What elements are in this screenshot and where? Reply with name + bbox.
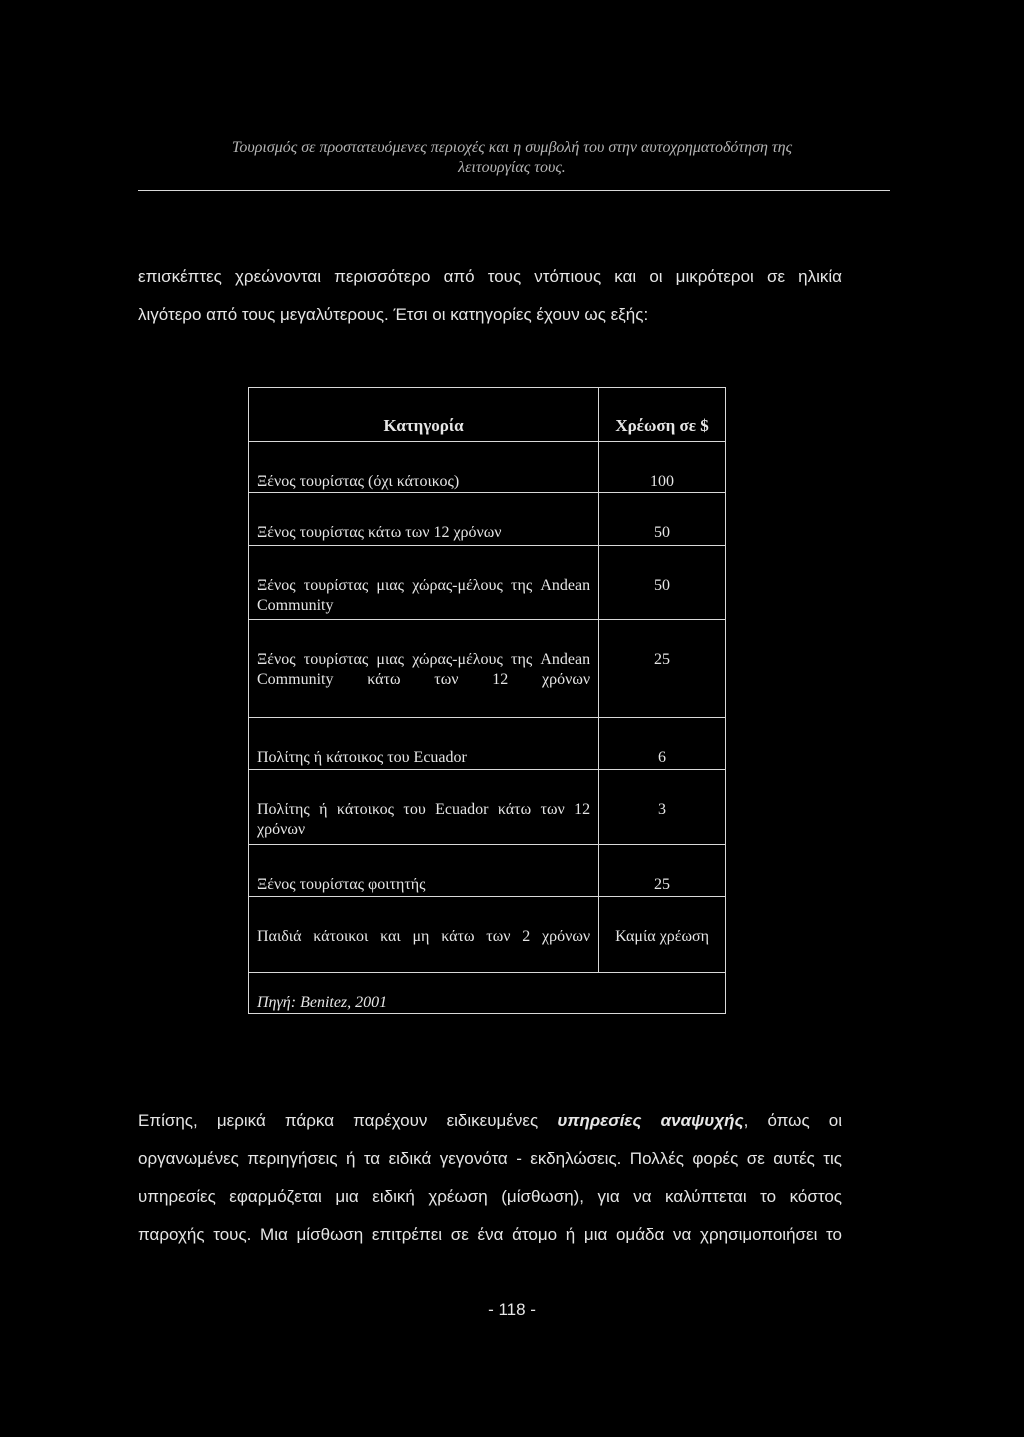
table-row <box>249 493 726 546</box>
fee-table-header-row <box>249 388 726 442</box>
table-cell-charge: 50 <box>599 546 726 620</box>
table-cell-category: Πολίτης ή κάτοικος του Ecuador κάτω των 12 χρόνων <box>249 770 599 845</box>
table-cell-category: Ξένος τουρίστας (όχι κάτοικος) <box>249 442 599 493</box>
body-line-2: οργανωμένες περιηγήσεις ή τα ειδικά γεγονότα - εκδηλώσεις. Πολλές φορές σε αυτές τις <box>138 1149 842 1168</box>
table-cell-category: Ξένος τουρίστας φοιτητής <box>249 845 599 897</box>
table-row <box>249 620 726 718</box>
emphasis-recreation-services: υπηρεσίες αναψυχής <box>557 1111 744 1130</box>
table-row <box>249 718 726 770</box>
page-number: - 118 - <box>488 1300 536 1319</box>
table-row <box>249 845 726 897</box>
column-header-category: Κατηγορία <box>249 388 599 442</box>
header-divider <box>138 190 890 191</box>
body-line-1-end: , όπως οι <box>743 1111 842 1130</box>
body-line-4: παροχής τους. Μια μίσθωση επιτρέπει σε ένα άτομο ή μια ομάδα να χρησιμοποιήσει το <box>138 1225 842 1244</box>
table-row <box>249 770 726 845</box>
body-line-1-start: Επίσης, μερικά πάρκα παρέχουν ειδικευμένες <box>138 1111 539 1130</box>
table-cell-category: Παιδιά κάτοικοι και μη κάτω των 2 χρόνων <box>249 897 599 973</box>
column-header-charge: Χρέωση σε $ <box>599 388 726 442</box>
table-cell-charge: Καμία χρέωση <box>599 897 726 973</box>
running-header-line-2: λειτουργίας τους. <box>458 159 566 176</box>
fee-table <box>248 387 726 1014</box>
table-source-cell <box>249 973 726 1014</box>
table-source: Πηγή: Benitez, 2001 <box>257 994 388 1011</box>
table-cell-charge: 25 <box>599 620 726 718</box>
table-cell-charge: 3 <box>599 770 726 845</box>
intro-paragraph <box>138 258 842 334</box>
table-row <box>249 897 726 973</box>
body-line-3: υπηρεσίες εφαρμόζεται μια ειδική χρέωση (μίσθωση), για να καλύπτεται το κόστος <box>138 1187 842 1206</box>
table-cell-category: Ξένος τουρίστας κάτω των 12 χρόνων <box>249 493 599 546</box>
table-cell-category: Πολίτης ή κάτοικος του Ecuador <box>249 718 599 770</box>
running-header-line-1: Τουρισμός σε προστατευόμενες περιοχές και η συμβολή του στην αυτοχρηματοδότηση της <box>231 139 793 156</box>
intro-line-1: επισκέπτες χρεώνονται περισσότερο από τους ντόπιους και οι μικρότεροι σε ηλικία <box>138 267 842 286</box>
table-cell-charge: 50 <box>599 493 726 546</box>
table-cell-charge: 100 <box>599 442 726 493</box>
intro-line-2: λιγότερο από τους μεγαλύτερους. Έτσι οι κατηγορίες έχουν ως εξής: <box>138 305 649 324</box>
table-source-row <box>249 973 726 1014</box>
table-row <box>249 442 726 493</box>
table-cell-charge: 25 <box>599 845 726 897</box>
running-header <box>130 138 894 178</box>
body-line-1 <box>138 1102 842 1140</box>
table-row <box>249 546 726 620</box>
table-cell-charge: 6 <box>599 718 726 770</box>
body-paragraph <box>138 1102 842 1254</box>
table-cell-category: Ξένος τουρίστας μιας χώρας-μέλους της Andean Community <box>249 546 599 620</box>
table-cell-category: Ξένος τουρίστας μιας χώρας-μέλους της Andean Community κάτω των 12 χρόνων <box>249 620 599 718</box>
